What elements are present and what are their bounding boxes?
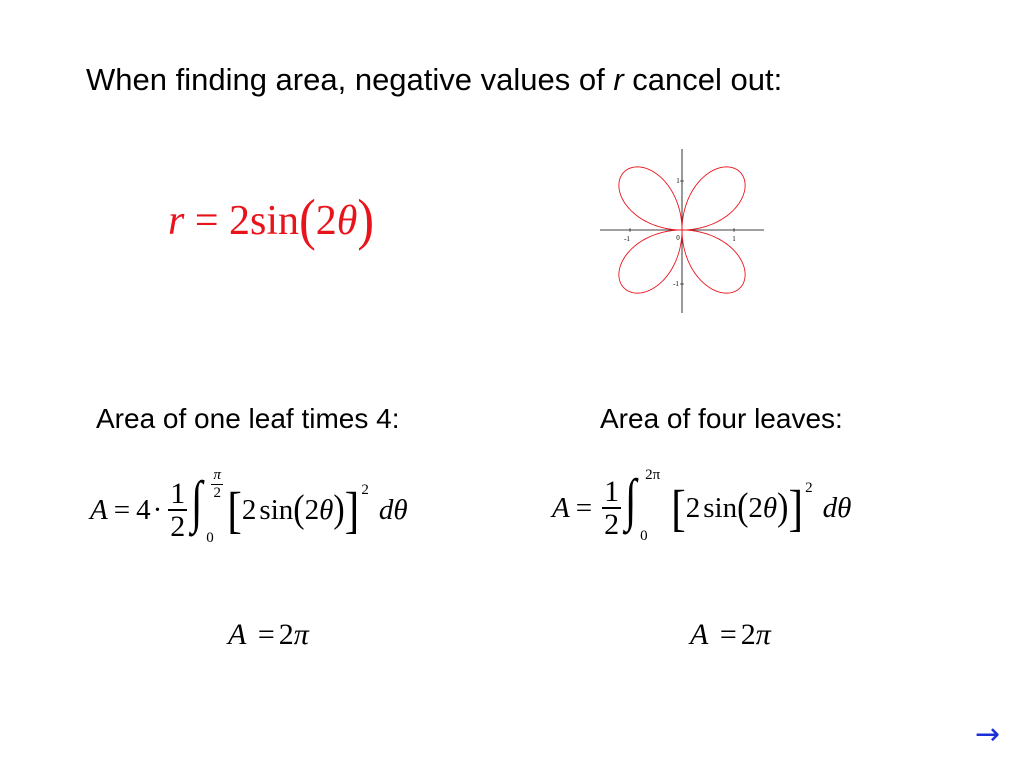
formula-d: d xyxy=(378,493,394,526)
formula-power: 2 xyxy=(805,479,813,496)
half-denominator: 2 xyxy=(604,507,620,541)
half-numerator: 1 xyxy=(604,474,620,508)
formula-d: d xyxy=(822,491,838,524)
equation-lhs: r xyxy=(168,198,185,244)
tick-label-x-neg: -1 xyxy=(624,235,630,243)
heading-suffix: cancel out: xyxy=(623,62,783,97)
formula-half xyxy=(602,476,621,541)
formula-dvar: θ xyxy=(393,493,408,526)
formula-func: sin xyxy=(259,493,294,526)
formula-equals: = xyxy=(575,491,593,524)
formula-arg-var: θ xyxy=(762,491,778,524)
half-denominator: 2 xyxy=(170,509,186,543)
result-value-sym: π xyxy=(755,618,771,651)
right-arrow-icon[interactable]: → xyxy=(975,717,1001,752)
equation-arg-var: θ xyxy=(336,198,358,244)
formula-dvar: θ xyxy=(837,491,852,524)
formula-open-paren: ( xyxy=(293,488,305,531)
result-area-symbol: A xyxy=(690,618,709,651)
integral-sign: ∫ xyxy=(191,469,203,534)
equation-open-paren: ( xyxy=(299,186,316,252)
result-equals: = xyxy=(257,618,275,651)
result-value-num: 2 xyxy=(740,618,756,651)
tick-label-y-neg: -1 xyxy=(673,280,679,288)
formula-one-leaf xyxy=(90,467,408,546)
rose-curve-graph xyxy=(596,145,768,317)
formula-func: sin xyxy=(703,491,738,524)
tick-label-x-pos: 1 xyxy=(732,235,736,243)
result-four-leaves xyxy=(690,618,771,652)
formula-area-symbol: A xyxy=(90,493,108,526)
upper-limit-den: 2 xyxy=(213,484,221,501)
slide-heading xyxy=(86,62,782,98)
integral-lower-limit: 0 xyxy=(640,528,648,544)
equation-arg-num: 2 xyxy=(315,198,337,244)
formula-area-symbol: A xyxy=(552,491,570,524)
integral-upper-limit xyxy=(211,467,223,501)
integral-lower-limit: 0 xyxy=(206,530,214,546)
half-numerator: 1 xyxy=(170,476,186,510)
heading-variable: r xyxy=(613,62,624,97)
formula-close-paren: ) xyxy=(777,486,789,529)
integral-four-leaves xyxy=(625,467,661,544)
polar-equation xyxy=(168,186,375,252)
result-area-symbol: A xyxy=(228,618,247,651)
tick-label-y-pos: 1 xyxy=(676,177,680,185)
open-bracket: [ xyxy=(227,481,242,539)
formula-close-paren: ) xyxy=(333,488,345,531)
equation-coef: 2 xyxy=(229,198,251,244)
caption-one-leaf: Area of one leaf times 4: xyxy=(96,403,400,434)
equation-func: sin xyxy=(250,198,300,244)
integral-one-leaf xyxy=(191,467,227,546)
open-bracket: [ xyxy=(671,479,686,537)
formula-arg-num: 2 xyxy=(304,493,320,526)
formula-four-leaves xyxy=(552,467,852,544)
formula-coef: 2 xyxy=(685,491,701,524)
formula-dot: · xyxy=(152,493,163,526)
result-one-leaf xyxy=(228,618,309,652)
formula-open-paren: ( xyxy=(737,486,749,529)
upper-limit-num: π xyxy=(213,467,221,483)
integral-sign: ∫ xyxy=(625,467,637,532)
equation-close-paren: ) xyxy=(357,186,375,252)
heading-prefix: When finding area, negative values of xyxy=(86,62,614,97)
integral-upper-limit: 2π xyxy=(645,467,661,483)
result-value-sym: π xyxy=(293,618,309,651)
result-equals: = xyxy=(719,618,737,651)
formula-multiplier: 4 xyxy=(136,493,151,526)
close-bracket: ] xyxy=(344,481,360,539)
close-bracket: ] xyxy=(788,479,804,537)
formula-coef: 2 xyxy=(241,493,257,526)
formula-half xyxy=(168,478,187,543)
result-value-num: 2 xyxy=(278,618,294,651)
equation-equals: = xyxy=(194,198,219,244)
formula-arg-num: 2 xyxy=(748,491,763,524)
formula-power: 2 xyxy=(361,481,369,498)
tick-label-origin: 0 xyxy=(676,234,680,242)
formula-arg-var: θ xyxy=(319,493,334,526)
caption-four-leaves: Area of four leaves: xyxy=(600,403,843,434)
formula-equals: = xyxy=(113,493,131,526)
